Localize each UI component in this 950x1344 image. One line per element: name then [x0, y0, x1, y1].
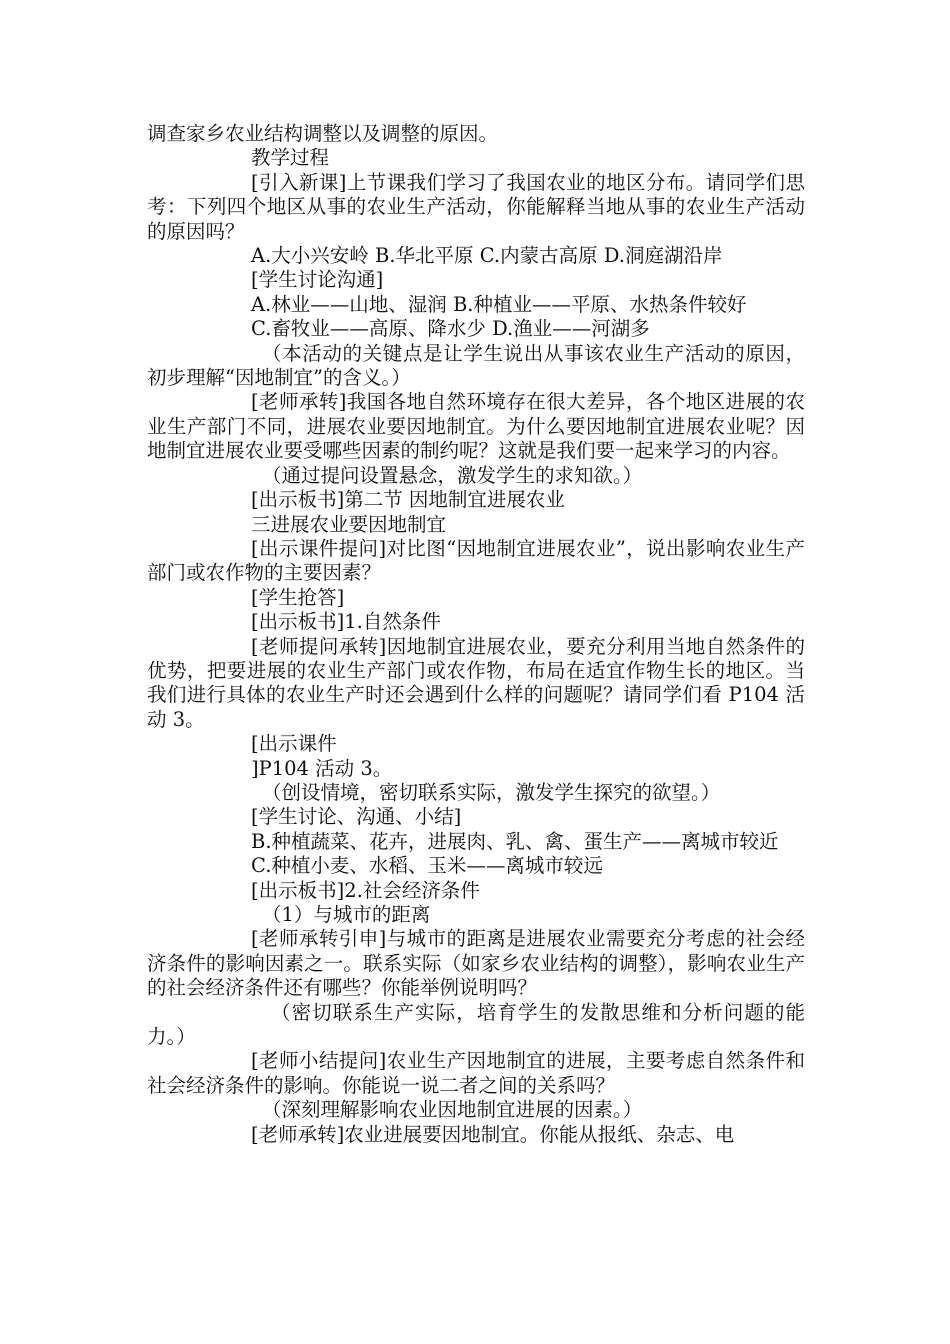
paragraph: [引入新课]上节课我们学习了我国农业的地区分布。请同学们思考：下列四个地区从事的农业生产活动，你能解释当地从事的农业生产活动的原因吗？	[147, 170, 805, 243]
paragraph: [出示板书]第二节 因地制宜进展农业	[251, 488, 565, 512]
paragraph: [学生抢答]	[251, 585, 345, 609]
paragraph: C.种植小麦、水稻、玉米——离城市较远	[251, 854, 603, 878]
paragraph: [老师小结提问]农业生产因地制宜的进展，主要考虑自然条件和社会经济条件的影响。你能说一说二者之间的关系吗？	[147, 1049, 805, 1097]
paragraph: （创设情境，密切联系实际，激发学生探究的欲望。）	[262, 780, 721, 804]
paragraph: A.林业——山地、湿润 B.种植业——平原、水热条件较好	[251, 292, 747, 316]
paragraph: 三进展农业要因地制宜	[251, 512, 447, 536]
document-body	[147, 122, 805, 1147]
paragraph: （密切联系生产实际，培育学生的发散思维和分析问题的能力。）	[147, 1000, 805, 1049]
paragraph: [老师提问承转]因地制宜进展农业，要充分利用当地自然条件的优势，把要进展的农业生产部门或农作物，布局在适宜作物生长的地区。当我们进行具体的农业生产时还会遇到什么样的问题呢？请同学们看 P104 活动 3。	[147, 634, 805, 731]
paragraph: B.种植蔬菜、花卉，进展肉、乳、禽、蛋生产——离城市较近	[251, 829, 779, 853]
paragraph: （1）与城市的距离	[262, 903, 431, 926]
paragraph: （本活动的关键点是让学生说出从事该农业生产活动的原因，初步理解“因地制宜”的含义。）	[147, 341, 805, 390]
paragraph: [出示板书]1.自然条件	[251, 610, 441, 634]
paragraph: [出示板书]2.社会经济条件	[251, 878, 480, 902]
paragraph: （通过提问设置悬念，激发学生的求知欲。）	[262, 463, 643, 487]
paragraph: ]P104 活动 3。	[251, 756, 393, 780]
paragraph: [学生讨论、沟通、小结]	[251, 805, 462, 829]
paragraph: [出示课件	[251, 732, 337, 756]
paragraph: [出示课件提问]对比图“因地制宜进展农业”，说出影响农业生产部门或农作物的主要因素？	[147, 536, 805, 585]
paragraph: （深刻理解影响农业因地制宜进展的因素。）	[262, 1098, 643, 1122]
paragraph: A.大小兴安岭 B.华北平原 C.内蒙古高原 D.洞庭湖沿岸	[251, 244, 723, 268]
paragraph: [老师承转]农业进展要因地制宜。你能从报纸、杂志、电	[251, 1122, 735, 1146]
section-heading: 教学过程	[251, 146, 330, 170]
paragraph: [老师承转]我国各地自然环境存在很大差异，各个地区进展的农业生产部门不同，进展农业要因地制宜。为什么要因地制宜进展农业呢？因地制宜进展农业要受哪些因素的制约呢？这就是我们要一起来学习的内容。	[147, 390, 805, 463]
paragraph: [学生讨论沟通]	[251, 268, 384, 292]
paragraph: 调查家乡农业结构调整以及调整的原因。	[147, 122, 499, 145]
paragraph: C.畜牧业——高原、降水少 D.渔业——河湖多	[251, 317, 650, 341]
paragraph: [老师承转引申]与城市的距离是进展农业需要充分考虑的社会经济条件的影响因素之一。联系实际（如家乡农业结构的调整），影响农业生产的社会经济条件还有哪些？你能举例说明吗？	[147, 927, 805, 1000]
